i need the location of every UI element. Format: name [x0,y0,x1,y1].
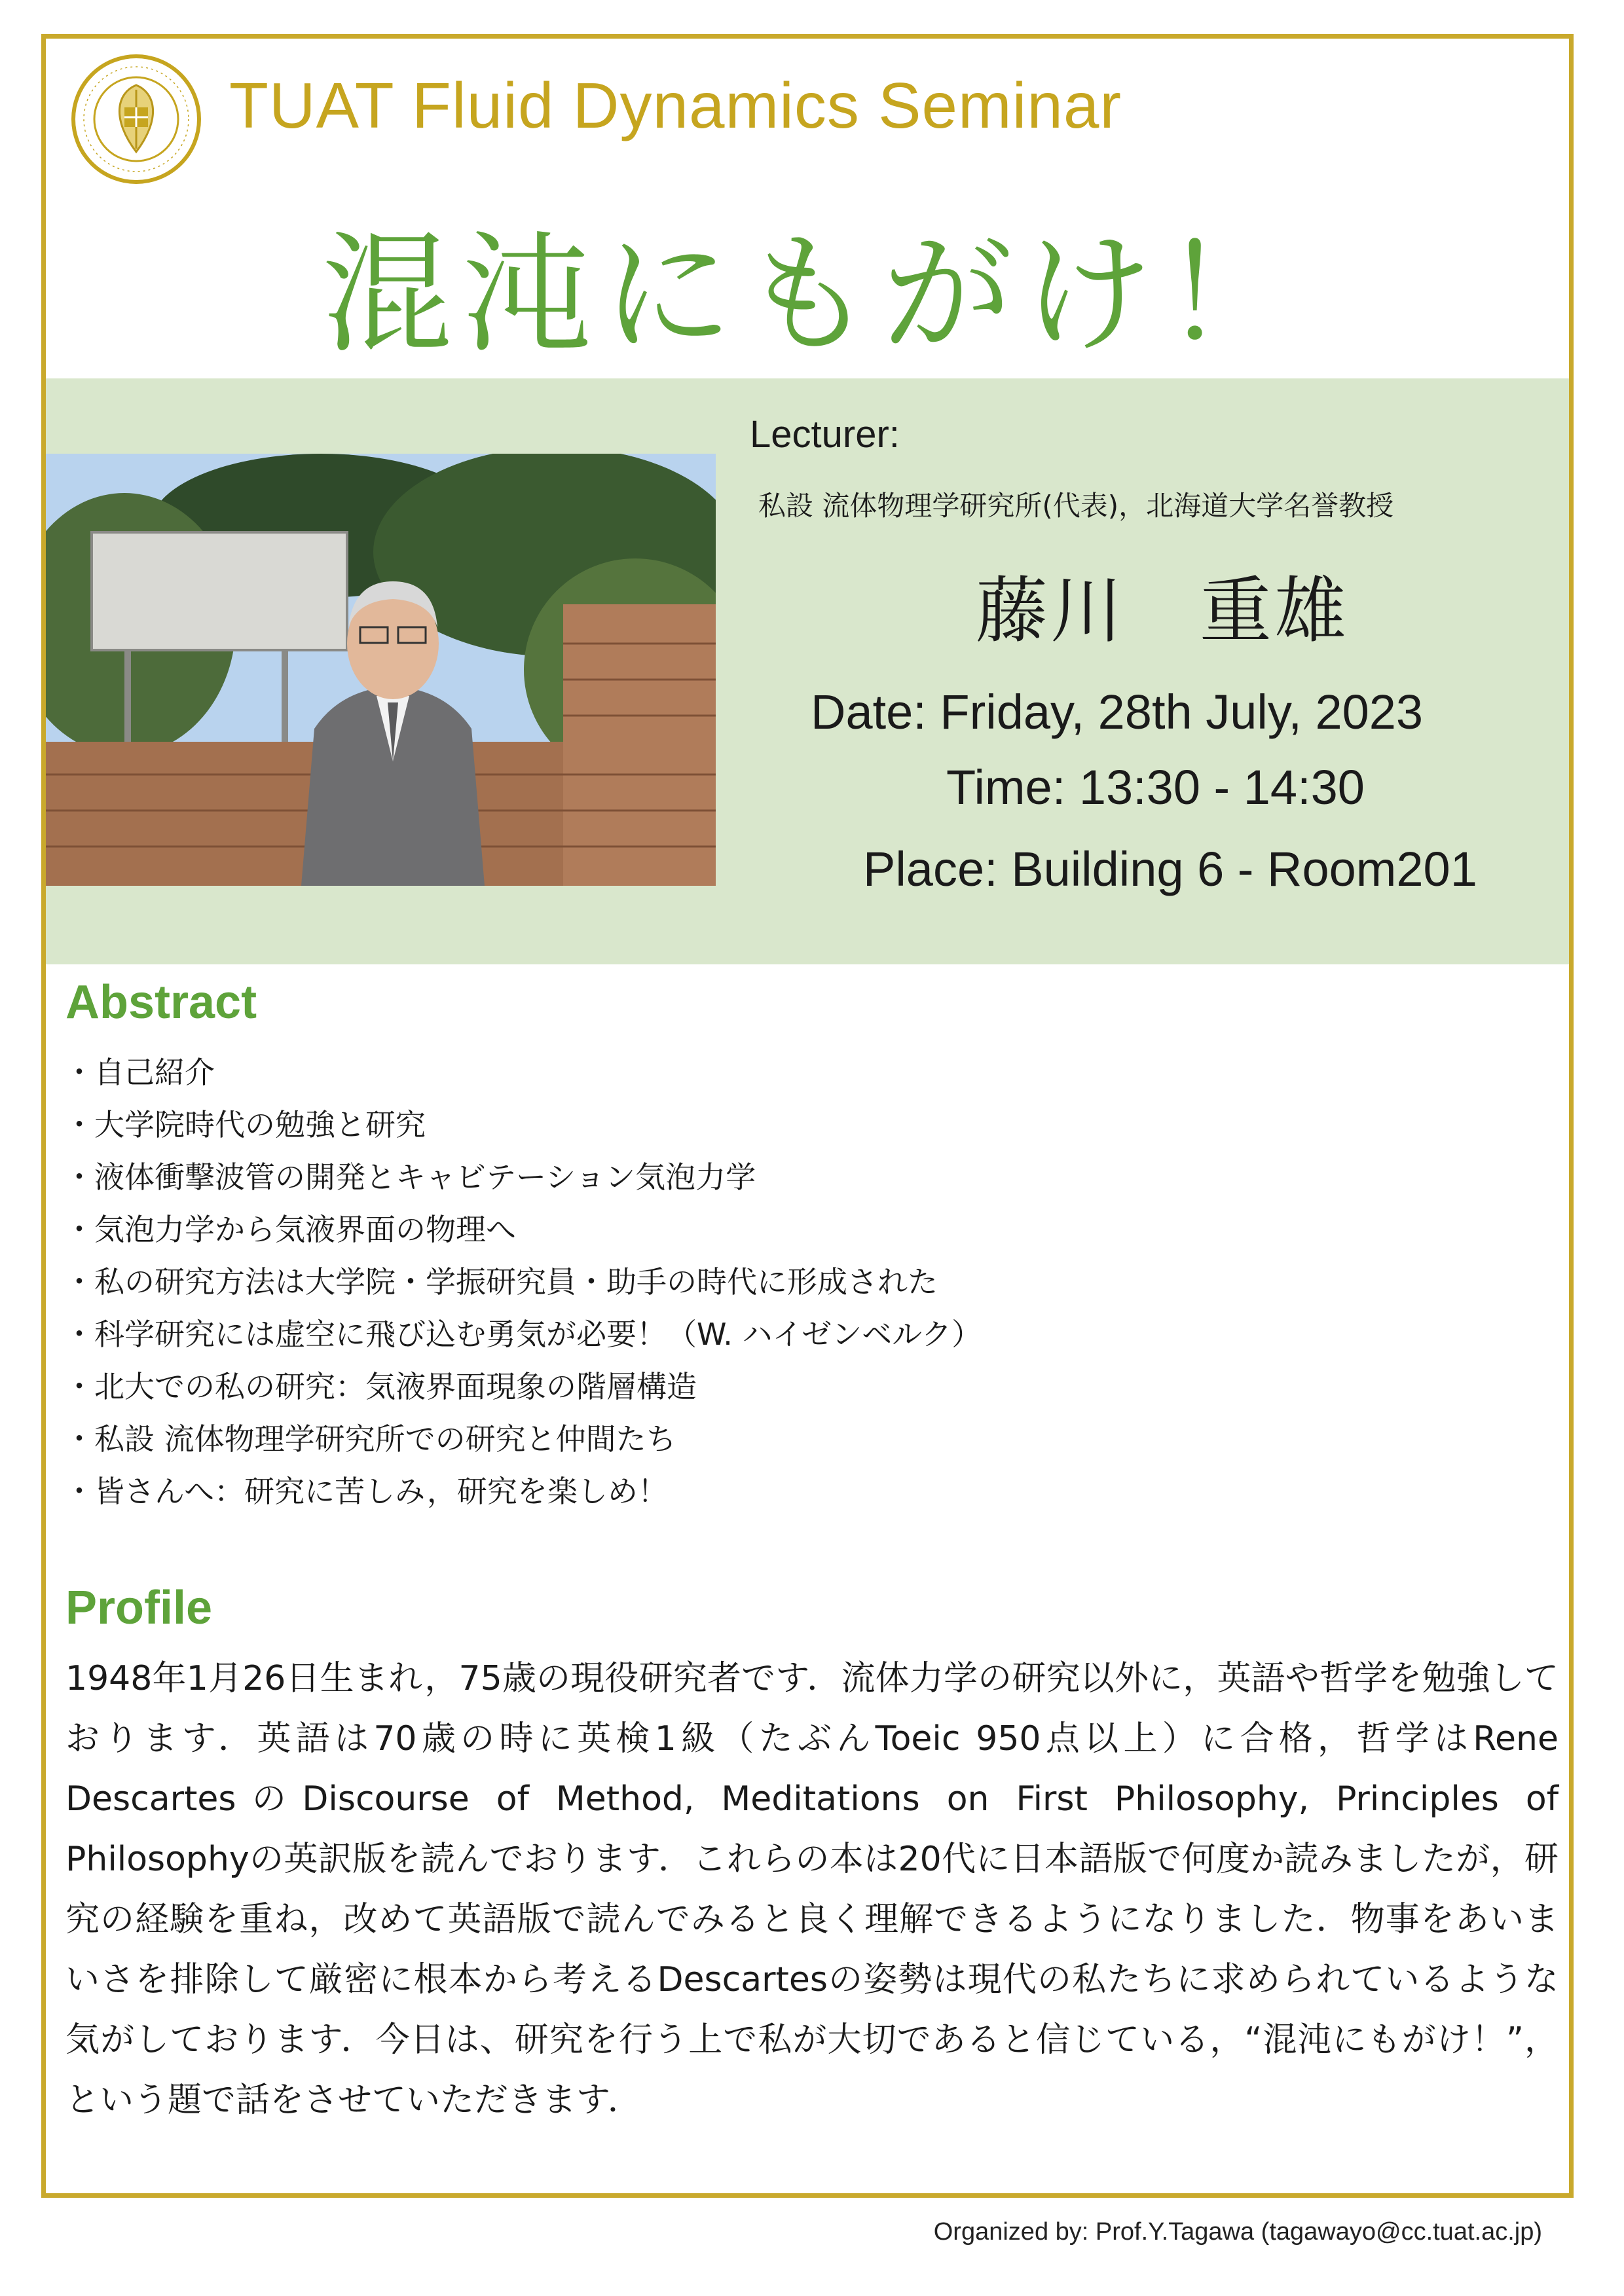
event-place: Place: Building 6 - Room201 [863,842,1477,896]
abstract-item: ・科学研究には虚空に飛び込む勇気が必要！（W. ハイゼンベルク） [64,1317,982,1352]
seminar-main-title: 混沌にもがけ！ [321,219,1302,371]
abstract-item: ・自己紹介 [64,1055,215,1090]
abstract-item: ・北大での私の研究：気液界面現象の階層構造 [64,1369,697,1404]
abstract-item: ・私設 流体物理学研究所での研究と仲間たち [64,1421,676,1457]
lecturer-label: Lecturer: [750,413,900,456]
lecturer-name: 藤川 重雄 [976,569,1349,653]
abstract-item: ・皆さんへ：研究に苦しみ，研究を楽しめ！ [64,1474,668,1509]
organizer-credit: Organized by: Prof.Y.Tagawa (tagawayo@cc.tuat.ac.jp) [933,2218,1542,2246]
abstract-list [64,1046,982,1518]
profile-heading: Profile [65,1582,213,1634]
lecturer-affiliation: 私設 流体物理学研究所(代表)，北海道大学名誉教授 [758,490,1394,522]
abstract-heading: Abstract [65,976,257,1029]
seminar-series-title: TUAT Fluid Dynamics Seminar [229,69,1122,141]
abstract-item: ・私の研究方法は大学院・学振研究員・助手の時代に形成された [64,1264,938,1300]
lecturer-photo [46,454,716,886]
university-seal-icon [71,54,202,185]
event-time: Time: 13:30 - 14:30 [946,760,1365,814]
event-date: Date: Friday, 28th July, 2023 [811,685,1424,739]
abstract-item: ・液体衝撃波管の開発とキャビテーション気泡力学 [64,1159,756,1195]
abstract-item: ・大学院時代の勉強と研究 [64,1107,426,1142]
abstract-item: ・気泡力学から気液界面の物理へ [64,1212,516,1247]
profile-text: 1948年1月26日生まれ，75歳の現役研究者です．流体力学の研究以外に，英語や哲学を勉強しております．英語は70歳の時に英検1級（たぶんToeic 950点以上）に合格，哲学はRene DescartesのDiscourse of Method, Meditations on First Philosophy, Principles of Philosophyの英訳版を読んでおります．これらの本は20代に日本語版で何度か読みましたが，研究の経験を重ね，改めて英語版で読んでみると良く理解できるようになりました．物事をあいまいさを排除して厳密に根本から考えるDescartesの姿勢は現代の私たちに求められているような気がしております．今日は、研究を行う上で私が大切であると信じている，“混沌にもがけ！”，という題で話をさせていただきます． [65,1659,1559,2120]
